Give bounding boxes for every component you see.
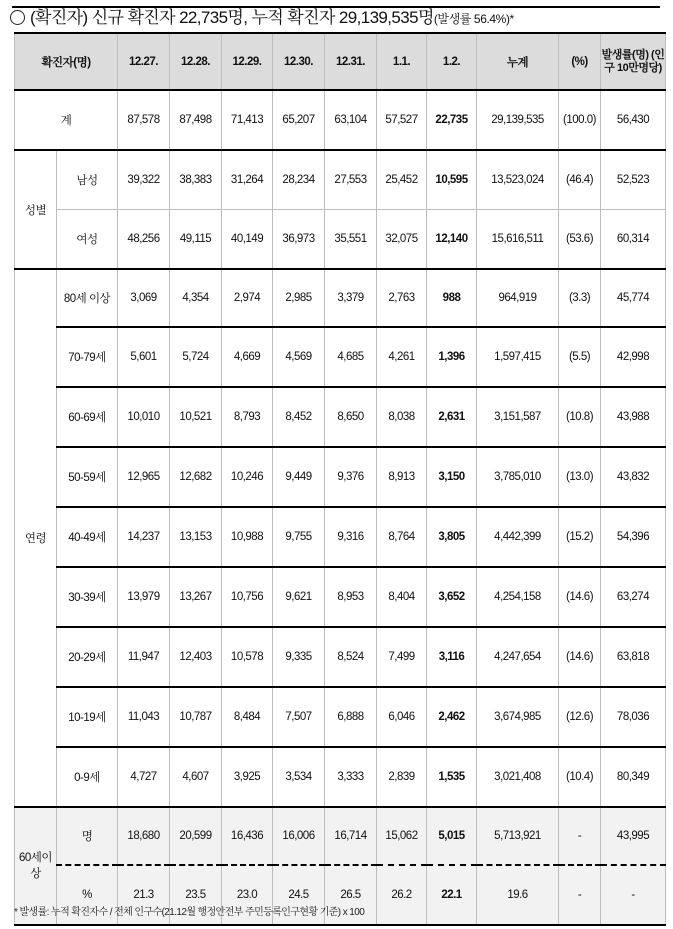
cell: 3,021,408 xyxy=(477,747,559,807)
col-header-total: 누계 xyxy=(477,33,559,90)
row-label: 60-69세 xyxy=(57,387,118,447)
cell: 3,150 xyxy=(427,447,477,507)
cell: 21.3 xyxy=(118,865,170,925)
cell: 10,756 xyxy=(222,567,273,627)
cell: 2,462 xyxy=(427,687,477,747)
cell: 1,396 xyxy=(427,327,477,387)
row-label: 40-49세 xyxy=(57,507,118,567)
cell: (14.6) xyxy=(559,567,601,627)
row-label: 명 xyxy=(57,807,118,865)
cell: 10,578 xyxy=(222,627,273,687)
cell: 13,267 xyxy=(170,567,222,627)
table-row xyxy=(15,747,666,807)
cell: 26.5 xyxy=(325,865,377,925)
cell: (46.4) xyxy=(559,150,601,210)
row-label: 50-59세 xyxy=(57,447,118,507)
cell: 25,452 xyxy=(377,150,427,210)
cell: 18,680 xyxy=(118,807,170,865)
cell: 60,314 xyxy=(601,210,666,270)
cell: 12,965 xyxy=(118,447,170,507)
table-row xyxy=(15,567,666,627)
cell: 3,925 xyxy=(222,747,273,807)
col-header-date: 12.27. xyxy=(118,33,170,90)
cell: 3,379 xyxy=(325,269,377,327)
cell: 12,140 xyxy=(427,210,477,270)
cell: 12,682 xyxy=(170,447,222,507)
row-label: 0-9세 xyxy=(57,747,118,807)
cell: 4,607 xyxy=(170,747,222,807)
cell: 31,264 xyxy=(222,150,273,210)
cell: 23.0 xyxy=(222,865,273,925)
cell: 2,974 xyxy=(222,269,273,327)
cell: - xyxy=(601,865,666,925)
cell: 20,599 xyxy=(170,807,222,865)
cell: 52,523 xyxy=(601,150,666,210)
cell: 24.5 xyxy=(273,865,325,925)
cell: 15,062 xyxy=(377,807,427,865)
cell: 4,669 xyxy=(222,327,273,387)
cell: 29,139,535 xyxy=(477,90,559,150)
cell: 5,015 xyxy=(427,807,477,865)
table-row xyxy=(15,687,666,747)
cell: 45,774 xyxy=(601,269,666,327)
cell: 3,785,010 xyxy=(477,447,559,507)
cell: 49,115 xyxy=(170,210,222,270)
row-label: 80세 이상 xyxy=(57,269,118,327)
cell: 11,947 xyxy=(118,627,170,687)
cell: 56,430 xyxy=(601,90,666,150)
table-row xyxy=(15,507,666,567)
table-row xyxy=(15,447,666,507)
cell: 26.2 xyxy=(377,865,427,925)
table-row xyxy=(15,807,666,865)
cell: 16,006 xyxy=(273,807,325,865)
cell: (10.4) xyxy=(559,747,601,807)
cell: 63,104 xyxy=(325,90,377,150)
col-header-date: 1.1. xyxy=(377,33,427,90)
cell: (15.2) xyxy=(559,507,601,567)
cell: (14.6) xyxy=(559,627,601,687)
table-row xyxy=(15,269,666,327)
cell: (100.0) xyxy=(559,90,601,150)
cell: 43,995 xyxy=(601,807,666,865)
cell: 57,527 xyxy=(377,90,427,150)
cell: 13,523,024 xyxy=(477,150,559,210)
cell: 36,973 xyxy=(273,210,325,270)
cell: 1,535 xyxy=(427,747,477,807)
heading-note: (발생률 56.4%)* xyxy=(433,12,514,26)
cell: 63,274 xyxy=(601,567,666,627)
cell: - xyxy=(559,865,601,925)
cell: 4,442,399 xyxy=(477,507,559,567)
cell: 22,735 xyxy=(427,90,477,150)
cell: 4,261 xyxy=(377,327,427,387)
cell: 4,354 xyxy=(170,269,222,327)
cell: 87,498 xyxy=(170,90,222,150)
group-label-over60: 60세이상 xyxy=(15,807,57,925)
cell: 32,075 xyxy=(377,210,427,270)
cell: 8,452 xyxy=(273,387,325,447)
cell: 2,631 xyxy=(427,387,477,447)
cell: 6,888 xyxy=(325,687,377,747)
row-label: 여성 xyxy=(57,210,118,270)
heading-prefix: (확진자) xyxy=(30,8,88,27)
cell: 35,551 xyxy=(325,210,377,270)
cell: (53.6) xyxy=(559,210,601,270)
cell: 9,621 xyxy=(273,567,325,627)
cell: 15,616,511 xyxy=(477,210,559,270)
cell: 964,919 xyxy=(477,269,559,327)
section-heading xyxy=(10,7,670,29)
cell: 43,988 xyxy=(601,387,666,447)
cell: 5,713,921 xyxy=(477,807,559,865)
cell: 3,116 xyxy=(427,627,477,687)
table-row xyxy=(15,387,666,447)
cell: 1,597,415 xyxy=(477,327,559,387)
cell: 8,764 xyxy=(377,507,427,567)
cell: 4,685 xyxy=(325,327,377,387)
cell: 7,507 xyxy=(273,687,325,747)
footnote: * 발생률: 누적 확진자수 / 전체 인구수(21.12월 행정안전부 주민등록인구현황 기준) x 100 xyxy=(14,907,365,917)
cell: 22.1 xyxy=(427,865,477,925)
cell: 71,413 xyxy=(222,90,273,150)
cell: 10,988 xyxy=(222,507,273,567)
group-label-age: 연령 xyxy=(15,269,57,807)
cell: 27,553 xyxy=(325,150,377,210)
cell: 3,069 xyxy=(118,269,170,327)
cell: 3,534 xyxy=(273,747,325,807)
table-row xyxy=(15,150,666,210)
row-label: 20-29세 xyxy=(57,627,118,687)
row-label: 10-19세 xyxy=(57,687,118,747)
cell: 3,674,985 xyxy=(477,687,559,747)
cell: (5.5) xyxy=(559,327,601,387)
cell: 8,650 xyxy=(325,387,377,447)
cell: 54,396 xyxy=(601,507,666,567)
cell: 9,449 xyxy=(273,447,325,507)
cell: 9,376 xyxy=(325,447,377,507)
cell: 14,237 xyxy=(118,507,170,567)
cell: 2,985 xyxy=(273,269,325,327)
cell: 7,499 xyxy=(377,627,427,687)
cell: 8,404 xyxy=(377,567,427,627)
cell: 80,349 xyxy=(601,747,666,807)
col-header-date: 12.30. xyxy=(273,33,325,90)
cell: 23.5 xyxy=(170,865,222,925)
cell: 42,998 xyxy=(601,327,666,387)
cell: 16,714 xyxy=(325,807,377,865)
cell: 10,246 xyxy=(222,447,273,507)
cell: (10.8) xyxy=(559,387,601,447)
cell: 40,149 xyxy=(222,210,273,270)
col-header-percent: (%) xyxy=(559,33,601,90)
cell: 8,793 xyxy=(222,387,273,447)
cell: 38,383 xyxy=(170,150,222,210)
cell: 988 xyxy=(427,269,477,327)
cell: (12.6) xyxy=(559,687,601,747)
cell: 10,010 xyxy=(118,387,170,447)
row-label: 70-79세 xyxy=(57,327,118,387)
cell: 12,403 xyxy=(170,627,222,687)
cell: 10,787 xyxy=(170,687,222,747)
table-row xyxy=(15,210,666,270)
cell: 10,595 xyxy=(427,150,477,210)
cell: 4,247,654 xyxy=(477,627,559,687)
cell: 5,601 xyxy=(118,327,170,387)
col-header-date: 12.31. xyxy=(325,33,377,90)
row-label: 30-39세 xyxy=(57,567,118,627)
cell: 5,724 xyxy=(170,327,222,387)
cell: 43,832 xyxy=(601,447,666,507)
col-header-label: 확진자(명) xyxy=(15,33,118,90)
cell: 19.6 xyxy=(477,865,559,925)
row-label: % xyxy=(57,865,118,925)
col-header-incidence: 발생률(명) (인구 10만명당) xyxy=(601,33,666,90)
cell: 4,727 xyxy=(118,747,170,807)
cell: 8,913 xyxy=(377,447,427,507)
cell: 3,652 xyxy=(427,567,477,627)
circle-bullet-icon xyxy=(10,10,25,25)
cell: 78,036 xyxy=(601,687,666,747)
cell: 6,046 xyxy=(377,687,427,747)
cell: 63,818 xyxy=(601,627,666,687)
confirmed-cases-table xyxy=(14,32,666,926)
col-header-date: 1.2. xyxy=(427,33,477,90)
cell: 65,207 xyxy=(273,90,325,150)
cell: 3,805 xyxy=(427,507,477,567)
table-row xyxy=(15,90,666,150)
cell: 2,763 xyxy=(377,269,427,327)
heading-main: 신규 확진자 22,735명, 누적 확진자 29,139,535명 xyxy=(87,8,434,27)
row-label: 계 xyxy=(15,90,118,150)
cell: 2,839 xyxy=(377,747,427,807)
cell: 48,256 xyxy=(118,210,170,270)
group-label-sex: 성별 xyxy=(15,150,57,269)
cell: 9,755 xyxy=(273,507,325,567)
col-header-date: 12.29. xyxy=(222,33,273,90)
cell: 8,038 xyxy=(377,387,427,447)
col-header-date: 12.28. xyxy=(170,33,222,90)
cell: 3,333 xyxy=(325,747,377,807)
cell: 4,254,158 xyxy=(477,567,559,627)
table-row xyxy=(15,627,666,687)
cell: 9,335 xyxy=(273,627,325,687)
cell: 3,151,587 xyxy=(477,387,559,447)
cell: 13,979 xyxy=(118,567,170,627)
cell: 13,153 xyxy=(170,507,222,567)
cell: 16,436 xyxy=(222,807,273,865)
cell: (3.3) xyxy=(559,269,601,327)
cell: 8,524 xyxy=(325,627,377,687)
cell: 11,043 xyxy=(118,687,170,747)
cell: 9,316 xyxy=(325,507,377,567)
cell: 10,521 xyxy=(170,387,222,447)
cell: (13.0) xyxy=(559,447,601,507)
row-label: 남성 xyxy=(57,150,118,210)
cell: 8,484 xyxy=(222,687,273,747)
cell: 39,322 xyxy=(118,150,170,210)
cell: 8,953 xyxy=(325,567,377,627)
table-row xyxy=(15,327,666,387)
header-row xyxy=(15,33,666,90)
cell: 87,578 xyxy=(118,90,170,150)
cell: - xyxy=(559,807,601,865)
cell: 28,234 xyxy=(273,150,325,210)
cell: 4,569 xyxy=(273,327,325,387)
